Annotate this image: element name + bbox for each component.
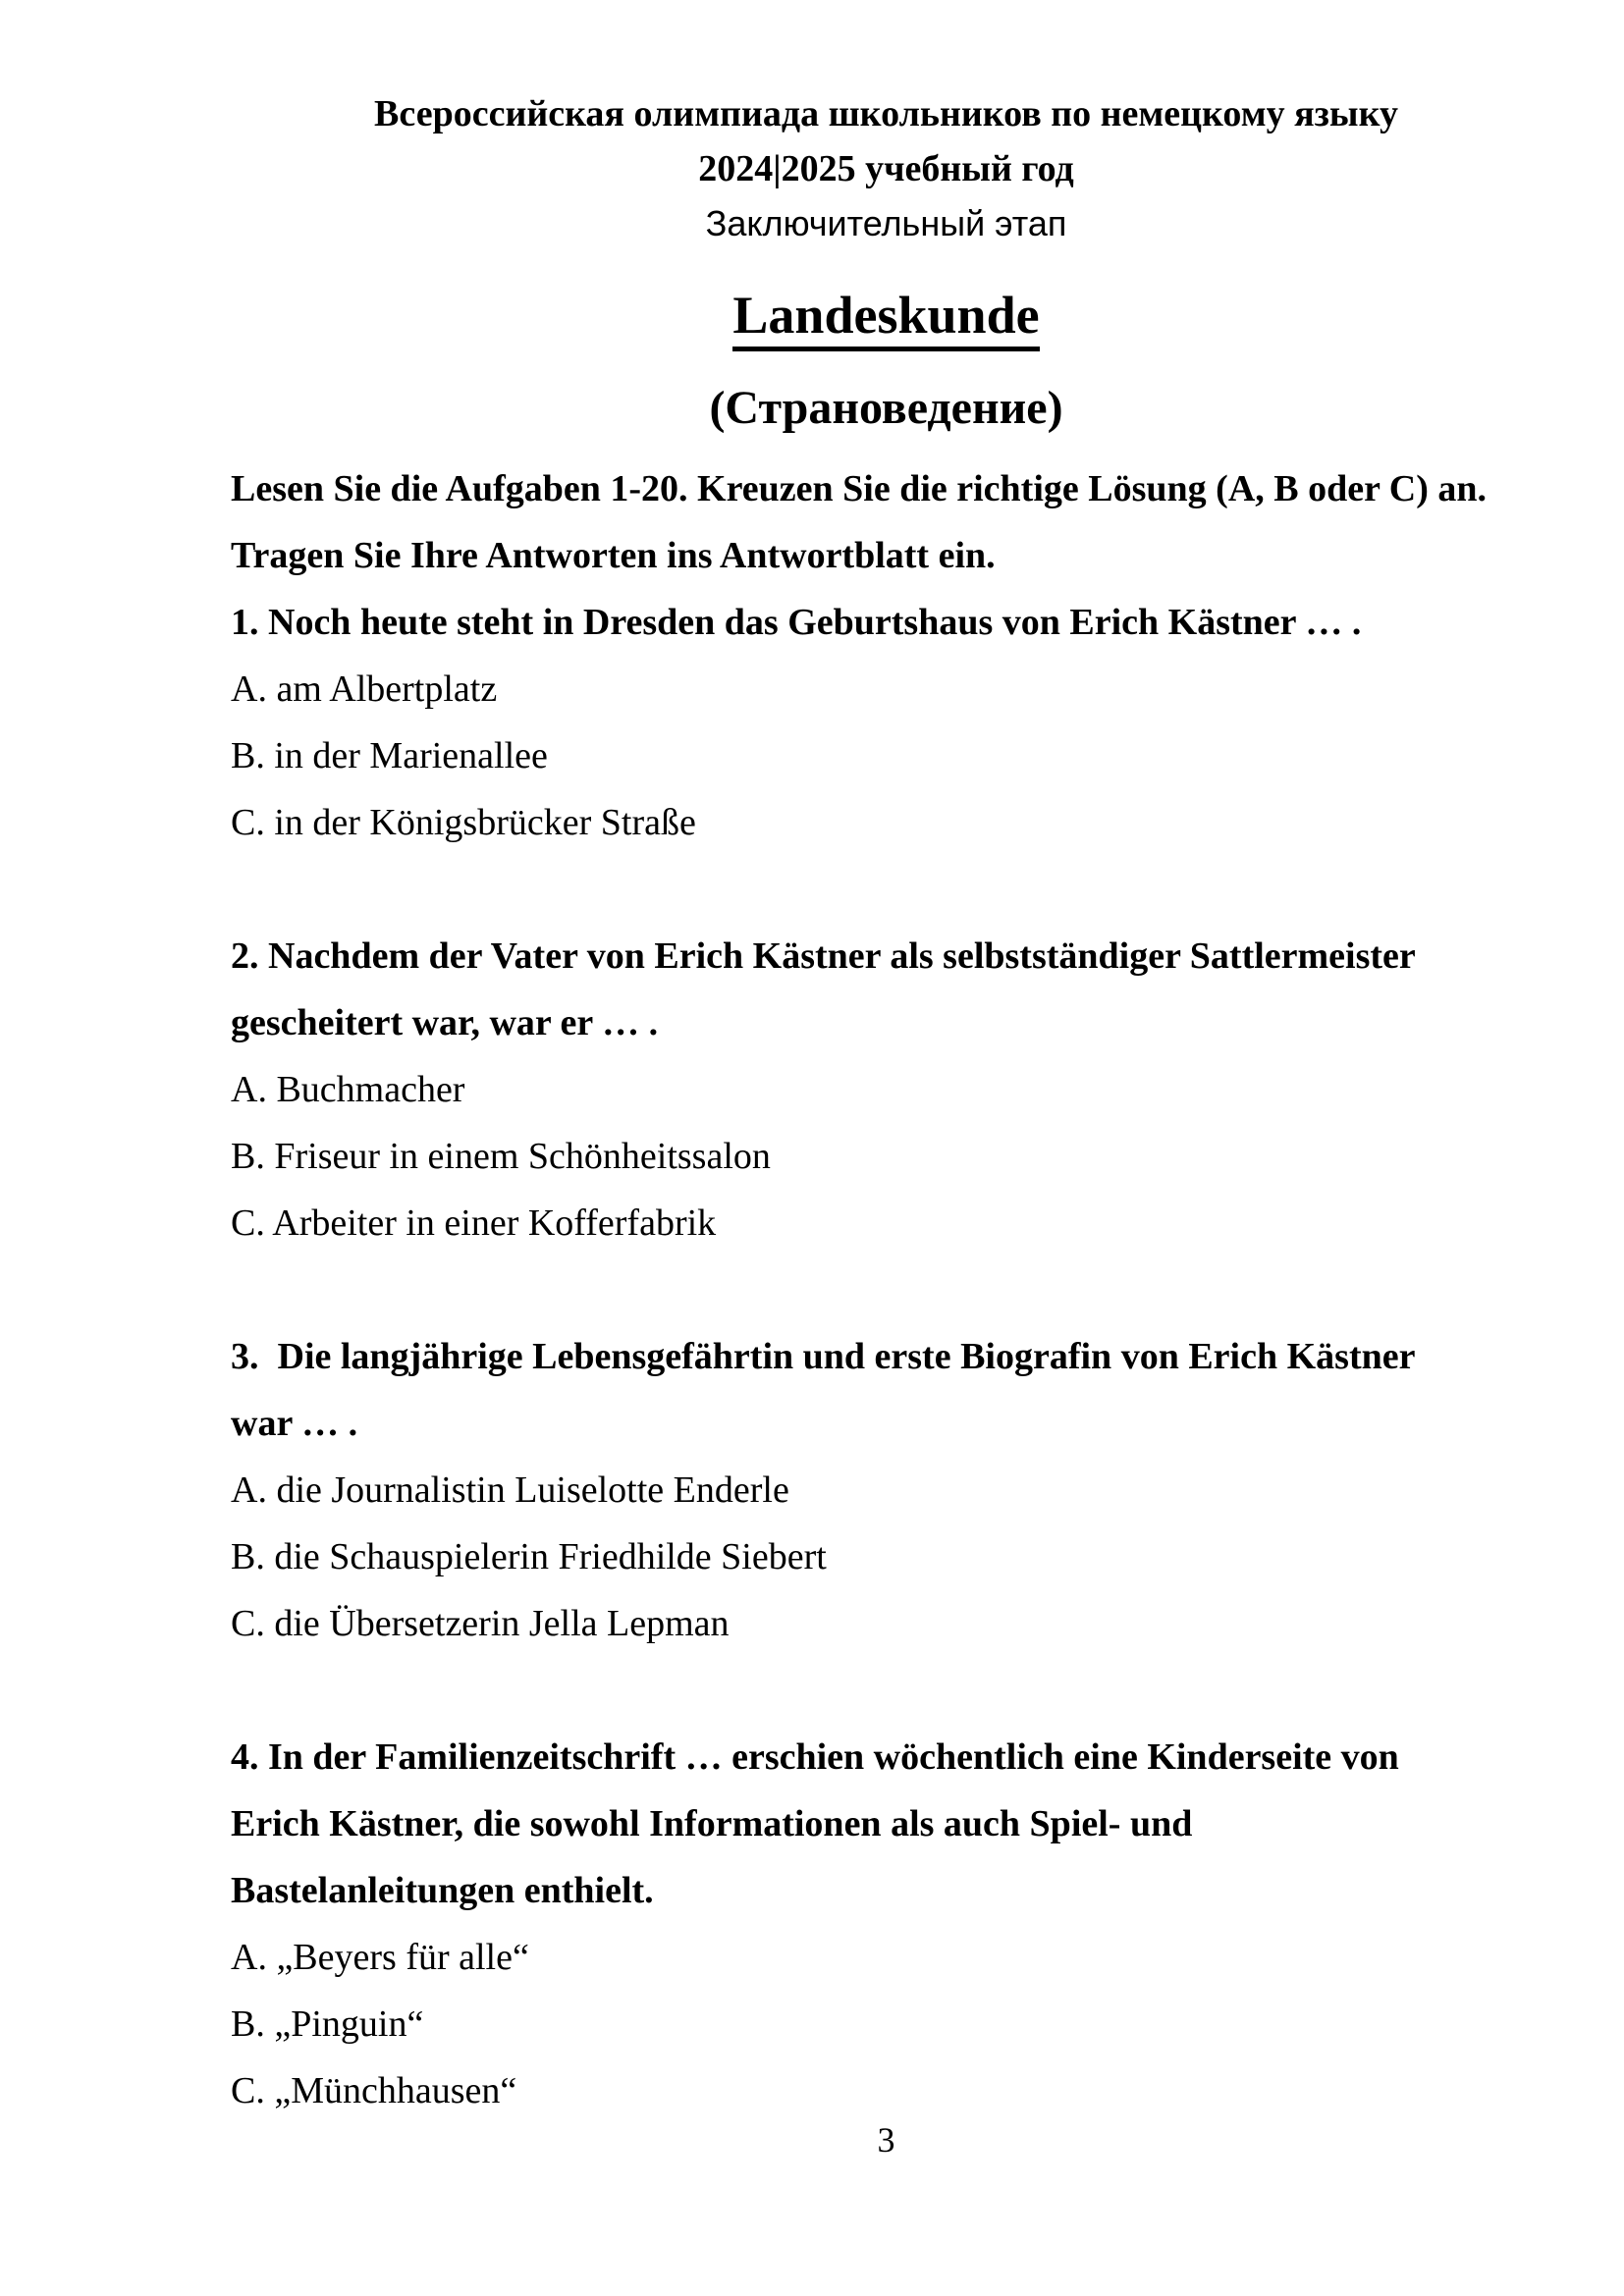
instruction-line-1: Lesen Sie die Aufgaben 1-20. Kreuzen Sie die richtige Lösung (A, B oder C) an. xyxy=(231,468,1488,509)
title-row xyxy=(231,287,1542,360)
question-1-stem-line: 1. Noch heute steht in Dresden das Geburtshaus von Erich Kästner … . xyxy=(231,602,1362,643)
header-stage: Заключительный этап xyxy=(705,203,1067,243)
question-2-option-c: C. Arbeiter in einer Kofferfabrik xyxy=(231,1202,717,1244)
question-1-option-b: B. in der Marienallee xyxy=(231,735,548,776)
question-4-option-c: C. „Münchhausen“ xyxy=(231,2070,517,2111)
page-subtitle: (Страноведение) xyxy=(709,382,1063,434)
header-olympiad-title: Всероссийская олимпиада школьников по немецкому языку xyxy=(374,93,1398,134)
question-3-stem-line-1: 3. Die langjährige Lebensgefährtin und erste Biografin von Erich Kästner xyxy=(231,1336,1416,1377)
question-3-option-c: C. die Übersetzerin Jella Lepman xyxy=(231,1603,730,1644)
question-4-stem-line-2: Erich Kästner, die sowohl Informationen als auch Spiel- und xyxy=(231,1803,1193,1844)
question-2-stem-line-2: gescheitert war, war er … . xyxy=(231,1002,659,1043)
question-4-option-b: B. „Pinguin“ xyxy=(231,2003,424,2045)
document-header xyxy=(231,86,1542,251)
question-4-option-a: A. „Beyers für alle“ xyxy=(231,1937,529,1978)
question-3-option-b: B. die Schauspielerin Friedhilde Siebert xyxy=(231,1536,827,1577)
question-2-option-a: A. Buchmacher xyxy=(231,1069,465,1110)
question-2-option-b: B. Friseur in einem Schönheitssalon xyxy=(231,1136,771,1177)
question-3-stem-line-2: war … . xyxy=(231,1403,358,1444)
page-title: Landeskunde xyxy=(732,287,1039,351)
question-3-option-a: A. die Journalistin Luiselotte Enderle xyxy=(231,1469,789,1511)
question-1-option-c: C. in der Königsbrücker Straße xyxy=(231,802,696,843)
question-2 xyxy=(231,923,1542,1256)
header-school-year: 2024|2025 учебный год xyxy=(698,148,1074,189)
question-4 xyxy=(231,1724,1542,2124)
question-1-option-a: A. am Albertplatz xyxy=(231,668,498,710)
question-2-stem-line-1: 2. Nachdem der Vater von Erich Kästner als selbstständiger Sattlermeister xyxy=(231,935,1416,977)
question-1 xyxy=(231,589,1542,856)
question-4-stem-line-1: 4. In der Familienzeitschrift … erschien wöchentlich eine Kinderseite von xyxy=(231,1736,1399,1778)
question-4-stem-line-3: Bastelanleitungen enthielt. xyxy=(231,1870,654,1911)
instruction-line-2: Tragen Sie Ihre Antworten ins Antwortblatt ein. xyxy=(231,535,996,576)
document-body xyxy=(231,455,1542,2124)
question-3 xyxy=(231,1323,1542,1657)
subtitle-row xyxy=(231,378,1542,450)
page-number: 3 xyxy=(877,2120,895,2160)
